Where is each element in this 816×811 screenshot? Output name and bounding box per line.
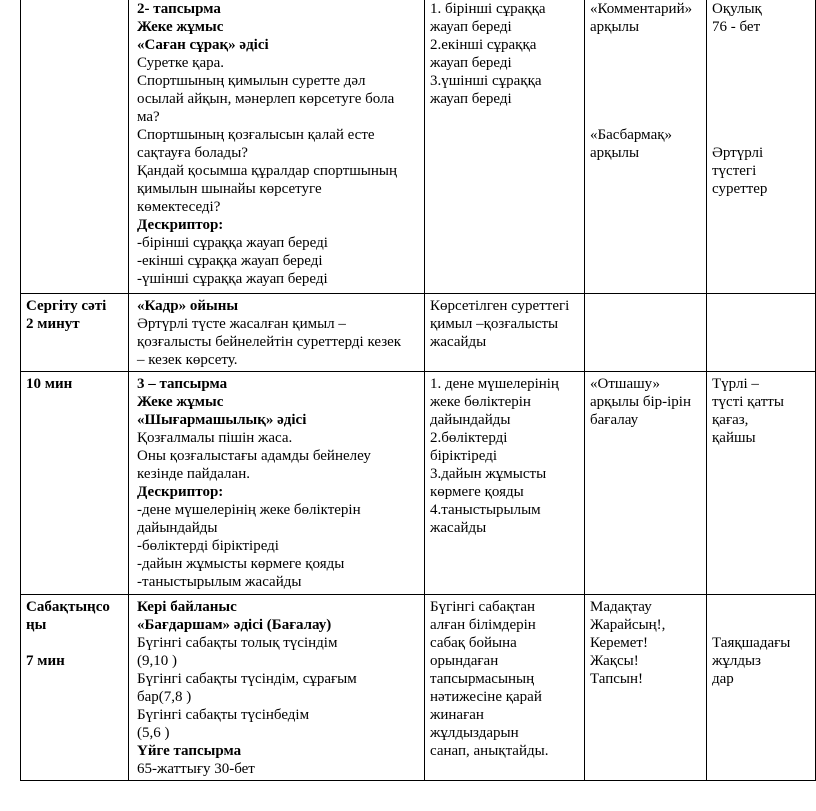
cell-line: Жарайсың!, (590, 617, 666, 633)
cell-line: Қозғалмалы пішін жаса. (137, 430, 293, 446)
cell-line: 2 минут (26, 316, 80, 332)
cell-line: ма? (137, 109, 160, 125)
cell-line: сақтауға болады? (137, 145, 248, 161)
cell-line: нәтижесіне қарай (430, 689, 542, 705)
cell-line (712, 90, 810, 108)
cell-line: Түрлі – (712, 376, 759, 392)
cell-line (712, 36, 810, 54)
cell-line: «Саған сұрақ» әдісі (137, 37, 269, 53)
cell-line: арқылы (590, 145, 640, 161)
task-cell (129, 0, 425, 294)
cell-line: дар (712, 671, 734, 687)
cell-line: – кезек көрсету. (137, 352, 238, 368)
cell-line: Суретке қара. (137, 55, 225, 71)
cell-line: арқылы бір-ірін (590, 394, 691, 410)
cell-line: бар(7,8 ) (137, 689, 192, 705)
cell-line: 3.үшінші сұраққа (430, 73, 542, 89)
cell-line: Жеке жұмыс (137, 394, 224, 410)
cell-line: Жақсы! (590, 653, 639, 669)
cell-line: 3.дайын жұмысты (430, 466, 547, 482)
cell-line: жинаған (430, 707, 484, 723)
cell-line: 1. бірінші сұраққа (430, 1, 546, 17)
cell-line: көмектеседі? (137, 199, 221, 215)
cell-line (712, 72, 810, 90)
cell-line: Бүгінгі сабақты түсінбедім (137, 707, 310, 723)
cell-line: 65-жаттығу 30-бет (137, 761, 255, 777)
cell-line: Бүгінгі сабақтан (430, 599, 536, 615)
assessment-cell (585, 595, 707, 781)
cell-line: 1. дене мүшелерінің (430, 376, 559, 392)
cell-line: қимыл –қозғалысты (430, 316, 559, 332)
table-row (21, 372, 816, 595)
cell-line (712, 126, 810, 144)
task-cell (129, 595, 425, 781)
assessment-cell (585, 0, 707, 294)
cell-line (26, 634, 123, 652)
table-row (21, 294, 816, 372)
cell-line: қозғалысты бейнелейтін суреттерді кезек (137, 334, 402, 350)
assessment-cell (585, 372, 707, 595)
cell-line: 4.таныстырылым (430, 502, 541, 518)
cell-line: 3 – тапсырма (137, 376, 228, 392)
cell-line: жұлдыз (712, 653, 761, 669)
cell-line: Дескриптор: (137, 217, 224, 233)
cell-line: Көрсетілген суреттегі (430, 298, 570, 314)
cell-line: -таныстырылым жасайды (137, 574, 302, 590)
cell-line: -үшінші сұраққа жауап береді (137, 271, 328, 287)
cell-line: 10 мин (26, 376, 73, 392)
cell-line: түсті қатты (712, 394, 784, 410)
cell-line: -екінші сұраққа жауап береді (137, 253, 323, 269)
cell-line: дайындайды (430, 412, 511, 428)
cell-line: түстегі (712, 163, 757, 179)
cell-line: орындаған (430, 653, 499, 669)
cell-line (590, 36, 701, 54)
task-cell (129, 372, 425, 595)
assessment-cell (585, 294, 707, 372)
cell-line: Сабақтыңсо (26, 599, 110, 615)
cell-line: 2.екінші сұраққа (430, 37, 537, 53)
cell-line: арқылы (590, 19, 640, 35)
cell-line: Бүгінгі сабақты түсіндім, сұрағым (137, 671, 357, 687)
cell-line: Керемет! (590, 635, 648, 651)
cell-line: кезінде пайдалан. (137, 466, 250, 482)
cell-line: Оны қозғалыстағы адамды бейнелеу (137, 448, 371, 464)
task-cell (129, 294, 425, 372)
cell-line: дайындайды (137, 520, 218, 536)
resources-cell (707, 0, 816, 294)
cell-line: Жеке жұмыс (137, 19, 224, 35)
cell-line: жасайды (430, 334, 487, 350)
cell-line: Спортшының қимылын суретте дәл (137, 73, 366, 89)
time-cell (21, 372, 129, 595)
cell-line: «Кадр» ойыны (137, 298, 239, 314)
resources-cell (707, 294, 816, 372)
student-activity-cell (425, 595, 585, 781)
cell-line (590, 108, 701, 126)
cell-line: 2.бөліктерді (430, 430, 508, 446)
student-activity-cell (425, 294, 585, 372)
cell-line (590, 90, 701, 108)
cell-line: жауап береді (430, 19, 512, 35)
table-row (21, 595, 816, 781)
time-cell (21, 0, 129, 294)
cell-line: суреттер (712, 181, 768, 197)
cell-line (590, 54, 701, 72)
cell-line: осылай айқын, мәнерлеп көрсетуге бола (137, 91, 395, 107)
cell-line: қимылын шынайы көрсетуге (137, 181, 322, 197)
cell-line: жеке бөліктерін (430, 394, 531, 410)
table-row (21, 0, 816, 294)
time-cell (21, 294, 129, 372)
cell-line (712, 108, 810, 126)
cell-line: -бірінші сұраққа жауап береді (137, 235, 328, 251)
cell-line: жауап береді (430, 55, 512, 71)
cell-line (712, 616, 810, 634)
cell-line: Әртүрлі түсте жасалған қимыл – (137, 316, 346, 332)
cell-line: жауап береді (430, 91, 512, 107)
cell-line: Бүгінгі сабақты толық түсіндім (137, 635, 338, 651)
cell-line: санап, анықтайды. (430, 743, 549, 759)
cell-line: Дескриптор: (137, 484, 224, 500)
student-activity-cell (425, 0, 585, 294)
cell-line: Тапсын! (590, 671, 644, 687)
cell-line: «Комментарий» (590, 1, 693, 17)
cell-line: Спортшының қозғалысын қалай есте (137, 127, 375, 143)
cell-line: Мадақтау (590, 599, 652, 615)
student-activity-cell (425, 372, 585, 595)
cell-line (712, 54, 810, 72)
cell-line: 7 мин (26, 653, 65, 669)
cell-line: 76 - бет (712, 19, 761, 35)
cell-line: алған білімдерін (430, 617, 536, 633)
cell-line: (5,6 ) (137, 725, 170, 741)
cell-line: -дайын жұмысты көрмеге қояды (137, 556, 345, 572)
cell-line: қағаз, (712, 412, 749, 428)
cell-line: (9,10 ) (137, 653, 177, 669)
cell-line: Қандай қосымша құралдар спортшының (137, 163, 398, 179)
cell-line: тапсырмасының (430, 671, 535, 687)
cell-line: 2- тапсырма (137, 1, 221, 17)
resources-cell (707, 372, 816, 595)
cell-line: жұлдыздарын (430, 725, 519, 741)
cell-line (712, 598, 810, 616)
cell-line: Таяқшадағы (712, 635, 791, 651)
time-cell (21, 595, 129, 781)
cell-line: «Отшашу» (590, 376, 661, 392)
cell-line (590, 72, 701, 90)
cell-line: біріктіреді (430, 448, 498, 464)
resources-cell (707, 595, 816, 781)
cell-line: Сергіту сәті (26, 298, 107, 314)
cell-line: қайшы (712, 430, 756, 446)
cell-line: -дене мүшелерінің жеке бөліктерін (137, 502, 361, 518)
cell-line: «Бағдаршам» әдісі (Бағалау) (137, 617, 332, 633)
cell-line: сабақ бойына (430, 635, 517, 651)
cell-line: Әртүрлі (712, 145, 764, 161)
cell-line: ңы (26, 617, 47, 633)
cell-line: Оқулық (712, 1, 762, 17)
cell-line: Кері байланыс (137, 599, 237, 615)
cell-line: Үйге тапсырма (137, 743, 242, 759)
cell-line: «Басбармақ» (590, 127, 673, 143)
cell-line: жасайды (430, 520, 487, 536)
lesson-plan-table (20, 0, 816, 781)
cell-line: көрмеге қояды (430, 484, 524, 500)
cell-line: -бөліктерді біріктіреді (137, 538, 279, 554)
cell-line: «Шығармашылық» әдісі (137, 412, 307, 428)
cell-line: бағалау (590, 412, 639, 428)
